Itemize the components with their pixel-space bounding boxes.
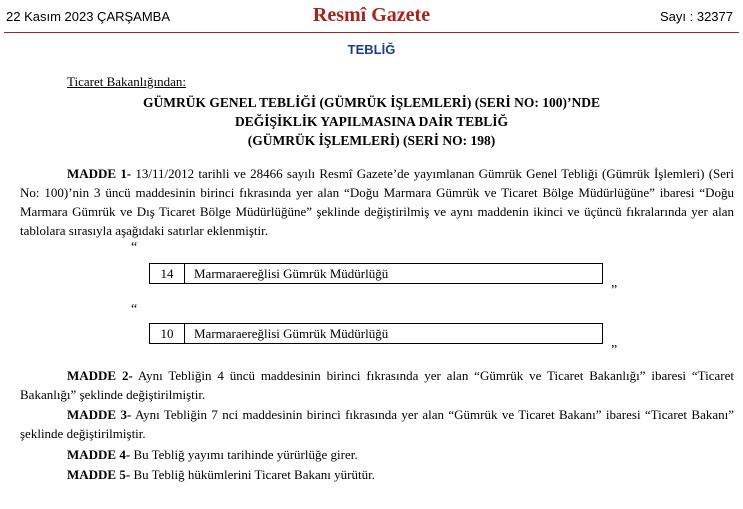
article-1-label: MADDE 1-	[67, 166, 132, 181]
article-2	[20, 366, 734, 404]
article-3-text: Aynı Tebliğin 7 nci maddesinin birinci fıkrasında yer alan “Gümrük ve Ticaret Bakanı” ibaresi “Ticaret Bakanı” şeklinde değiştirilmiştir.	[20, 407, 734, 441]
title-line-3: (GÜMRÜK İŞLEMLERİ) (SERİ NO: 198)	[247, 133, 496, 148]
table-1-office: Marmaraereğlisi Gümrük Müdürlüğü	[194, 266, 389, 281]
table-2-close-quote: ”	[611, 343, 618, 358]
gazette-title: Resmî Gazete	[312, 4, 431, 26]
table-1	[149, 263, 603, 284]
article-1	[20, 164, 734, 240]
article-5	[20, 465, 734, 484]
issue-date: 22 Kasım 2023 ÇARŞAMBA	[6, 9, 171, 24]
title-line-2: DEĞİŞİKLİK YAPILMASINA DAİR TEBLİĞ	[235, 114, 508, 129]
table-1-open-quote: “	[131, 240, 138, 255]
article-2-text: Aynı Tebliğin 4 üncü maddesinin birinci fıkrasında yer alan “Gümrük ve Ticaret Bakanlığı” ibaresi “Ticaret Bakanlığı” şeklinde değiştirilmiştir.	[20, 368, 735, 402]
article-2-label: MADDE 2-	[67, 368, 133, 383]
issue-number: Sayı : 32377	[660, 9, 733, 24]
article-4-label: MADDE 4-	[67, 447, 131, 462]
table-2-office: Marmaraereğlisi Gümrük Müdürlüğü	[194, 326, 389, 341]
article-3	[20, 405, 734, 443]
gazette-header	[0, 0, 743, 34]
table-1-number: 14	[150, 264, 185, 283]
issuing-ministry: Ticaret Bakanlığından:	[67, 74, 187, 89]
table-2	[149, 323, 603, 344]
section-heading: TEBLİĞ	[347, 42, 396, 57]
article-3-label: MADDE 3-	[67, 407, 132, 422]
article-4	[20, 445, 734, 464]
table-2-number: 10	[150, 324, 185, 343]
document-title	[0, 93, 743, 150]
article-1-text: 13/11/2012 tarihli ve 28466 sayılı Resmî Gazete’de yayımlanan Gümrük Genel Tebliği (Gümrük İşlemleri) (Seri No: 100)’nin 3 üncü maddesinin birinci fıkrasında yer alan “Doğu Marmara Gümrük ve Ticaret Bölge Müdürlüğüne” ibaresi “Doğu Marmara Gümrük ve Dış Ticaret Bölge Müdürlüğüne” şeklinde değiştirilmiş ve aynı maddenin ikinci ve üçüncü fıkralarında yer alan tablolara sırasıyla aşağıdaki satırlar eklenmiştir.	[20, 166, 734, 238]
article-5-label: MADDE 5-	[67, 467, 131, 482]
table-1-close-quote: ”	[611, 283, 618, 298]
header-divider	[4, 32, 739, 33]
article-5-text: Bu Tebliğ hükümlerini Ticaret Bakanı yürütür.	[130, 467, 375, 482]
title-line-1: GÜMRÜK GENEL TEBLİĞİ (GÜMRÜK İŞLEMLERİ) (SERİ NO: 100)’NDE	[143, 95, 600, 110]
article-4-text: Bu Tebliğ yayımı tarihinde yürürlüğe girer.	[130, 447, 358, 462]
table-2-open-quote: “	[131, 302, 138, 317]
